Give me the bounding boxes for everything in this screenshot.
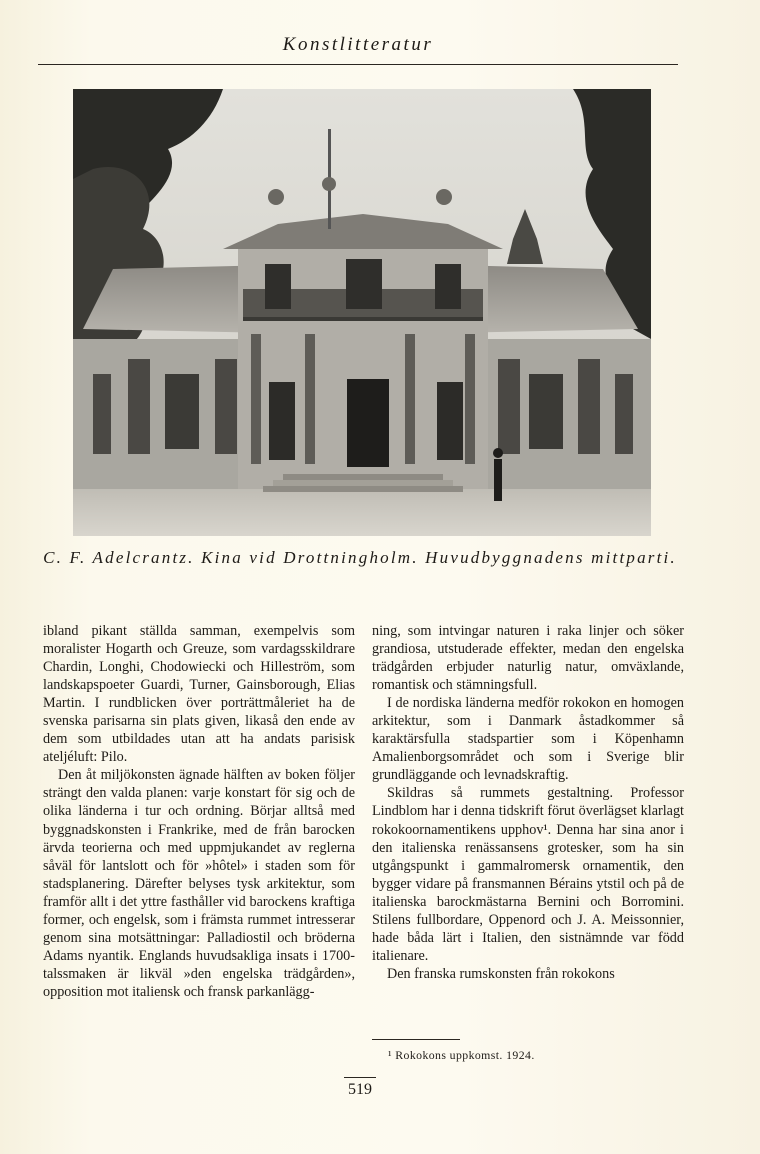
page-number: 519 [348,1081,372,1098]
page-number-rule [344,1077,376,1078]
footnote-rule [372,1039,460,1040]
text-column-left [43,622,355,1001]
paragraph: I de nordiska länderna medför rokokon en homogen arkitektur, som i Danmark åstadkommer så karaktärsfulla stadspartier som i Köpenhamn Amalienborgsområdet och som i Sverige blir grundläggande och levnadskraftig. [372,695,684,784]
text-column-right [372,622,684,983]
paragraph: Den franska rumskonsten från rokokons [387,965,615,982]
paragraph: ning, som intvingar naturen i raka linjer och söker grandiosa, utstuderade effekter, medan den engelska trädgården erbjuder naturlig natur, omväxlande, romantisk och stämningsfull. [372,623,684,694]
photo-caption: C. F. Adelcrantz. Kina vid Drottningholm. Huvudbyggnadens mittparti. [43,548,677,567]
photograph-pavilion [73,89,651,536]
footnote: ¹ Rokokons uppkomst. 1924. [388,1048,535,1062]
paragraph: Den åt miljökonsten ägnade hälften av boken följer strängt den valda planen: varje konstart för sig och de olika länderna i tur och ordning. Börjar alltså med byggnadskonsten i Frankrike, med de från barocken ärvda teorierna och med uppmjukandet av reglerna såväl för lantslott och för »hôtel» i staden som för stadsplanering. Därefter belyses tysk arkitektur, som framför allt i det yttre fasthåller vid barockens kraftiga former, och engelsk, som i främsta rummet intresserar genom sina motsättningar: Palladiostil och bröderna Adams nyantik. Englands huvudsakliga insats i 1700-talssmaken är likväl »den engelska trädgården», opposition mot italiensk och fransk parkanlägg- [43,767,355,1000]
paragraph: ibland pikant ställda samman, exempelvis som moralister Hogarth och Greuze, som vardagsskildrare Chardin, Longhi, Chodowiecki och Hilleström, som landskapspoeter Guardi, Turner, Gainsborough, Elias Martin. I rundblicken över porträttmåleriet ha de svenska parisarna sin plats given, likaså den ende av dem som utbildades utan att ha andats parisisk ateljéluft: Pilo. [43,623,355,766]
header-rule [38,64,678,65]
paragraph: Skildras så rummets gestaltning. Professor Lindblom har i denna tidskrift förut överlägset klarlagt rokokoornamentikens upphov¹. Denna har sina anor i den italienska renässansens grotesker, som ha sin utgångspunkt i gammalromersk ornamentik, den bygger vidare på fransmannen Bérains ytstil och på de italienska barockmästarna Bernini och Borromini. Stilens fullbordare, Oppenord och J. A. Meissonnier, hade båda lärt i Italien, den sistnämnde var född italienare. [372,785,684,964]
running-head: Konstlitteratur [282,34,434,55]
